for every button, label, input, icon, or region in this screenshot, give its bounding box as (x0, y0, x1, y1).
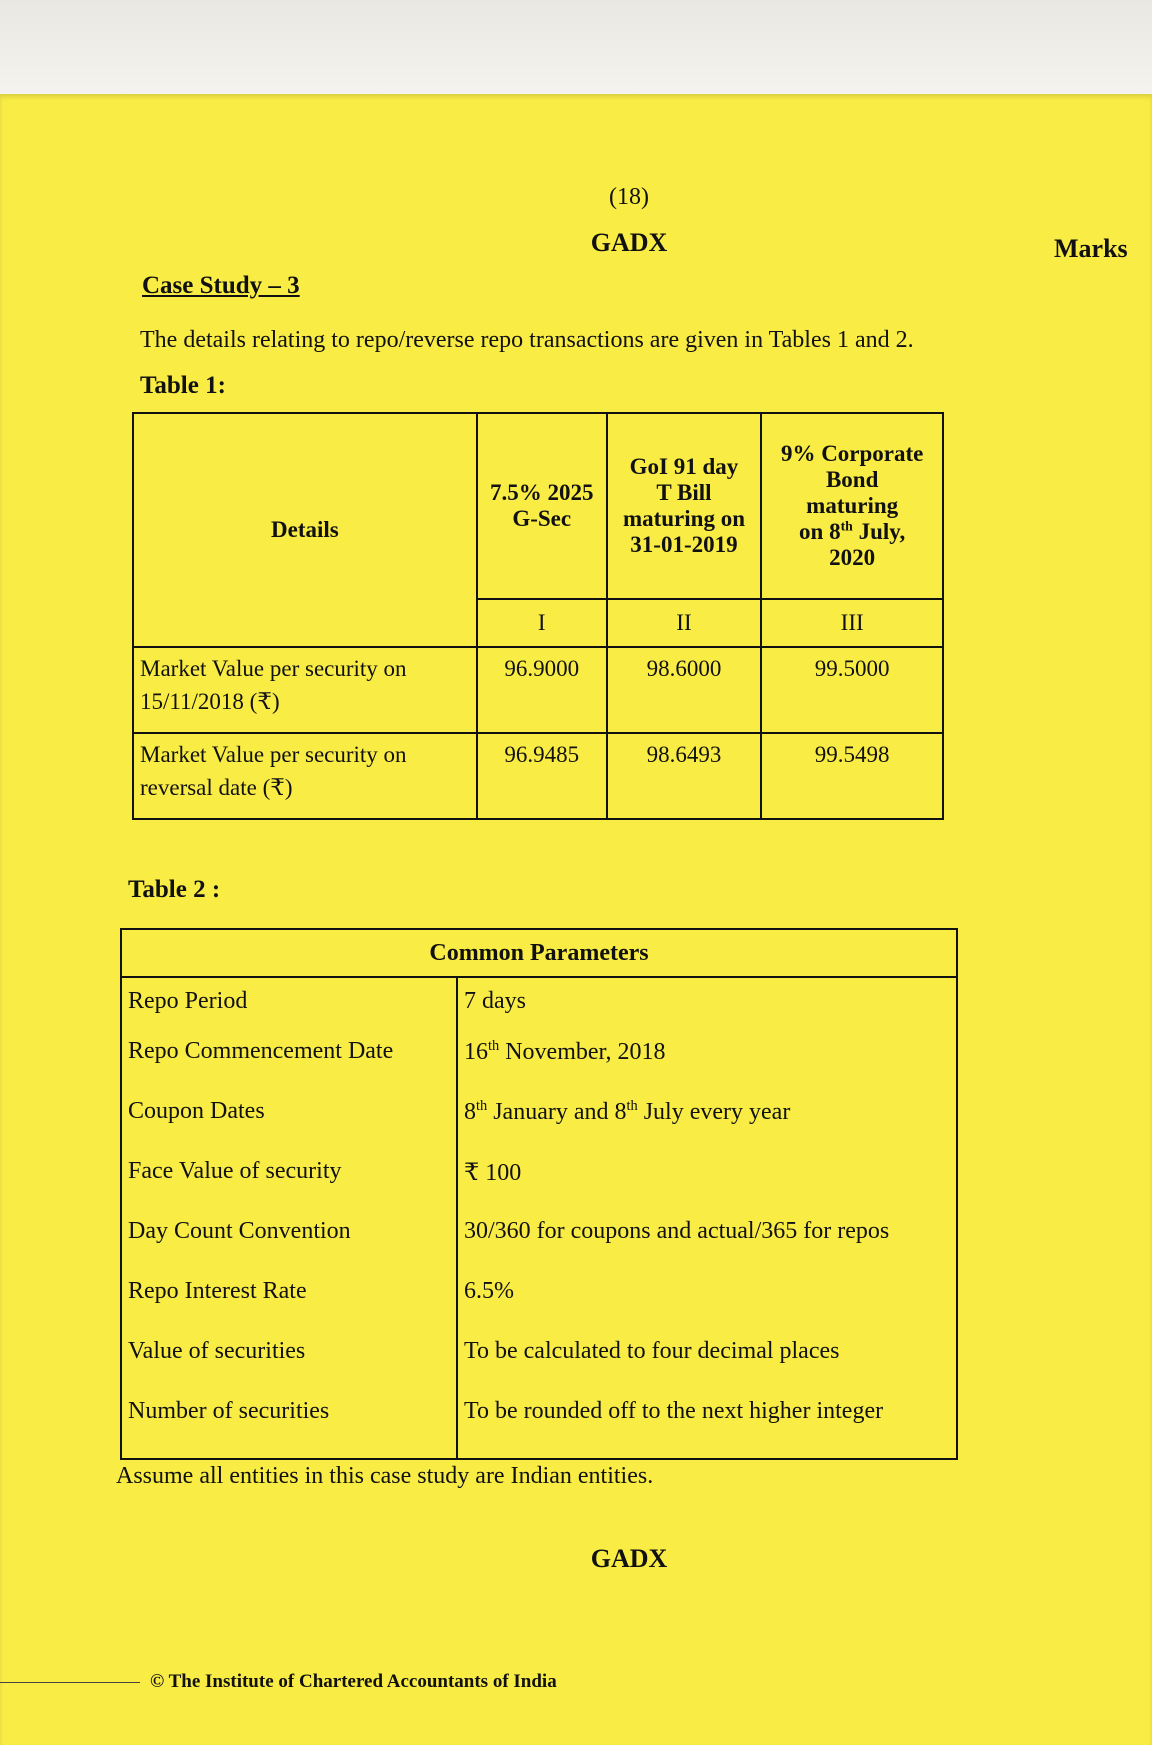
param-name: Day Count Convention (121, 1218, 457, 1278)
table-row (121, 1158, 957, 1218)
table2 (120, 928, 958, 1460)
param-value: 7 days (464, 988, 526, 1014)
param-name: Repo Period (121, 977, 457, 1038)
table2-caption: Table 2 : (128, 876, 221, 903)
column-numeral: I (477, 599, 607, 647)
table-row (121, 1098, 957, 1158)
table-row (133, 733, 943, 819)
table-cell: 98.6493 (607, 733, 762, 819)
param-name: Coupon Dates (121, 1098, 457, 1158)
param-value: To be calculated to four decimal places (464, 1338, 840, 1364)
row-label: Market Value per security on reversal date (₹) (133, 733, 477, 819)
details-header: Details (133, 413, 477, 647)
column-numeral: III (761, 599, 943, 647)
param-value: ₹ 100 (464, 1160, 522, 1186)
column-header-corporate-bond: 9% Corporate Bond maturing on 8th July, 2020 (761, 413, 943, 599)
table-row (121, 1278, 957, 1338)
table-row (133, 647, 943, 733)
param-value: 8th January and 8th July every year (464, 1098, 791, 1125)
table-cell: 96.9000 (477, 647, 607, 733)
param-value: 16th November, 2018 (464, 1038, 666, 1065)
table-row (121, 1038, 957, 1098)
param-name: Number of securities (121, 1398, 457, 1459)
table-row (121, 1398, 957, 1459)
footer-rule (0, 1682, 140, 1683)
column-header-tbill: GoI 91 day T Bill maturing on 31-01-2019 (607, 413, 762, 599)
table1-caption: Table 1: (140, 372, 226, 399)
case-study-title: Case Study – 3 (142, 272, 300, 299)
table-row (121, 1218, 957, 1278)
column-numeral: II (607, 599, 762, 647)
marks-label: Marks (1054, 234, 1128, 263)
param-value: 30/360 for coupons and actual/365 for repos (464, 1218, 890, 1244)
page-number: (18) (609, 184, 649, 210)
table2-header: Common Parameters (121, 929, 957, 977)
param-value: 6.5% (464, 1278, 514, 1304)
table-row (121, 1338, 957, 1398)
table-cell: 99.5498 (761, 733, 943, 819)
paper-code: GADX (590, 228, 668, 257)
param-name: Value of securities (121, 1338, 457, 1398)
assumption-note: Assume all entities in this case study are Indian entities. (116, 1463, 654, 1489)
table1 (132, 412, 944, 820)
param-value: To be rounded off to the next higher integer (464, 1398, 884, 1424)
table-row (121, 977, 957, 1038)
intro-text: The details relating to repo/reverse repo transactions are given in Tables 1 and 2. (140, 327, 914, 353)
column-header-gsec: 7.5% 2025 G-Sec (477, 413, 607, 599)
param-name: Face Value of security (121, 1158, 457, 1218)
param-name: Repo Interest Rate (121, 1278, 457, 1338)
table-cell: 98.6000 (607, 647, 762, 733)
scanner-top-margin (0, 0, 1152, 96)
table-cell: 99.5000 (761, 647, 943, 733)
param-name: Repo Commencement Date (121, 1038, 457, 1098)
paper-code-footer: GADX (590, 1544, 668, 1573)
copyright-footer: © The Institute of Chartered Accountants of India (150, 1671, 557, 1692)
row-label: Market Value per security on 15/11/2018 (₹) (133, 647, 477, 733)
table-cell: 96.9485 (477, 733, 607, 819)
